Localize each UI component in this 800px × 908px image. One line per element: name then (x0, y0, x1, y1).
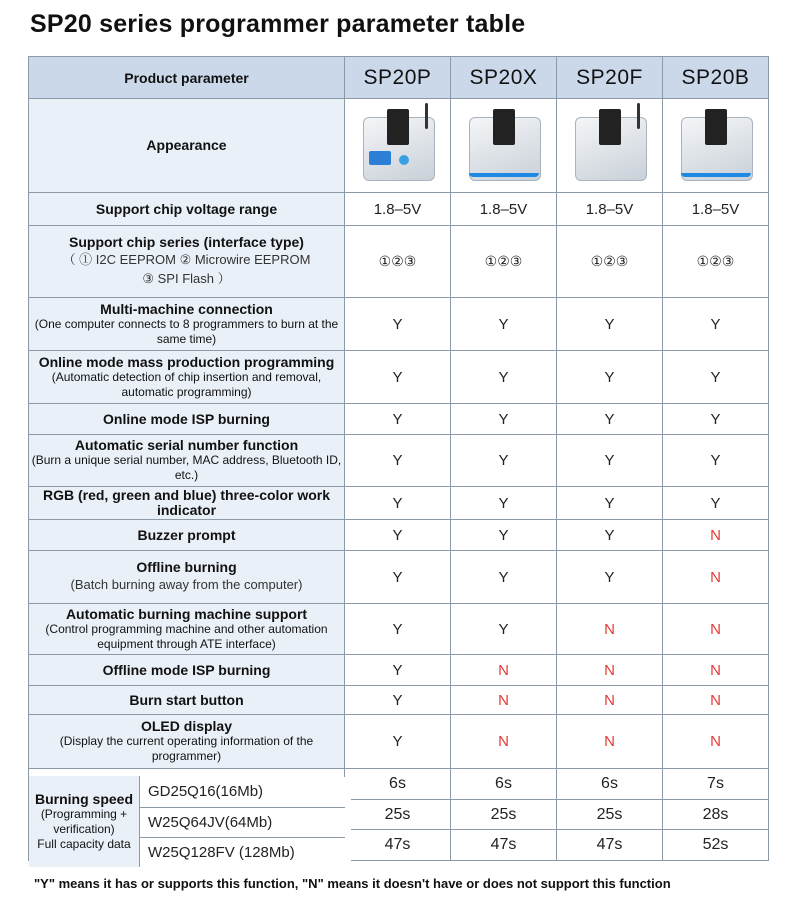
cell-value: 25s (557, 800, 663, 830)
cell-value: N (663, 655, 769, 686)
cell-value: 6s (451, 769, 557, 800)
cell-value: Y (345, 487, 451, 520)
appearance-sp20x (451, 99, 557, 193)
table-row (29, 404, 769, 435)
cell-value: Y (345, 655, 451, 686)
appearance-sp20f (557, 99, 663, 193)
cell-value: Y (451, 404, 557, 435)
cell-value: Y (663, 404, 769, 435)
cell-value: Y (663, 298, 769, 351)
cell-value: Y (345, 298, 451, 351)
cell-value: Y (451, 298, 557, 351)
cell-value: 25s (451, 800, 557, 830)
footer-note: "Y" means it has or supports this function, "N" means it doesn't have or does not support this function (34, 876, 671, 891)
speed-label-block (29, 776, 140, 867)
cell-value: N (663, 715, 769, 769)
cell-value: 6s (557, 769, 663, 800)
cell-value: N (663, 686, 769, 715)
programmer-image-sp20x (465, 103, 543, 183)
parameter-table (28, 56, 769, 861)
cell-value: Y (345, 404, 451, 435)
cell-value: Y (557, 298, 663, 351)
table-row (29, 435, 769, 487)
cell-value: 52s (663, 830, 769, 861)
speed-sub2: verification) (53, 821, 115, 836)
cell-value: Y (345, 551, 451, 604)
cell-value: Y (345, 715, 451, 769)
table-row (29, 226, 769, 298)
cell-value: Y (663, 351, 769, 404)
cell-value: 1.8–5V (663, 193, 769, 226)
cell-value: Y (557, 351, 663, 404)
cell-value: N (663, 604, 769, 655)
row-label: OLED display (Display the current operating information of the programmer) (29, 715, 345, 769)
cell-value: Y (557, 487, 663, 520)
cell-value: ①②③ (663, 226, 769, 298)
table-row (29, 551, 769, 604)
cell-value: 47s (451, 830, 557, 861)
cell-value: N (451, 715, 557, 769)
header-model-sp20f: SP20F (557, 57, 663, 99)
header-model-sp20b: SP20B (663, 57, 769, 99)
cell-value: ①②③ (557, 226, 663, 298)
cell-value: 47s (345, 830, 451, 861)
programmer-image-sp20b (677, 103, 755, 183)
row-label: Online mode ISP burning (29, 404, 345, 435)
header-param-label: Product parameter (29, 57, 345, 99)
cell-value: Y (451, 520, 557, 551)
programmer-image-sp20p (359, 103, 437, 183)
cell-value: ①②③ (345, 226, 451, 298)
table-row (29, 298, 769, 351)
programmer-image-sp20f (571, 103, 649, 183)
speed-sub1: (Programming + (40, 806, 128, 821)
table-row (29, 193, 769, 226)
table-row (29, 487, 769, 520)
row-label: Automatic serial number function (Burn a unique serial number, MAC address, Bluetooth ID, etc.) (29, 435, 345, 487)
chip-name: GD25Q16(16Mb) (140, 777, 351, 807)
cell-value: N (451, 655, 557, 686)
cell-value: N (557, 686, 663, 715)
appearance-sp20b (663, 99, 769, 193)
page-title: SP20 series programmer parameter table (30, 10, 526, 38)
cell-value: 1.8–5V (451, 193, 557, 226)
cell-value: Y (345, 520, 451, 551)
chip-name: W25Q128FV (128Mb) (140, 838, 351, 867)
row-label: Online mode mass production programming (Automatic detection of chip insertion and removal, automatic programming) (29, 351, 345, 404)
header-model-sp20p: SP20P (345, 57, 451, 99)
cell-value: 1.8–5V (557, 193, 663, 226)
table-row (29, 604, 769, 655)
row-label: RGB (red, green and blue) three-color work indicator (29, 487, 345, 520)
cell-value: N (663, 551, 769, 604)
appearance-sp20p (345, 99, 451, 193)
row-label: Buzzer prompt (29, 520, 345, 551)
table-row (29, 351, 769, 404)
row-label: Offline mode ISP burning (29, 655, 345, 686)
cell-value: 28s (663, 800, 769, 830)
table-row (29, 686, 769, 715)
chip-name: W25Q64JV(64Mb) (140, 808, 351, 837)
cell-value: ①②③ (451, 226, 557, 298)
speed-label: Burning speed (34, 790, 133, 807)
cell-value: N (451, 686, 557, 715)
cell-value: N (557, 715, 663, 769)
cell-value: Y (451, 435, 557, 487)
header-model-sp20x: SP20X (451, 57, 557, 99)
cell-value: 25s (345, 800, 451, 830)
cell-value: Y (345, 686, 451, 715)
cell-value: N (663, 520, 769, 551)
cell-value: Y (557, 520, 663, 551)
appearance-row (29, 99, 769, 193)
cell-value: Y (451, 551, 557, 604)
cell-value: Y (451, 604, 557, 655)
cell-value: Y (557, 435, 663, 487)
row-label: Offline burning (Batch burning away from the computer) (29, 551, 345, 604)
cell-value: 7s (663, 769, 769, 800)
cell-value: Y (451, 487, 557, 520)
speed-sub3: Full capacity data (37, 836, 131, 851)
cell-value: 1.8–5V (345, 193, 451, 226)
cell-value: Y (345, 435, 451, 487)
cell-value: N (557, 604, 663, 655)
cell-value: 6s (345, 769, 451, 800)
table-row (29, 520, 769, 551)
row-label: Automatic burning machine support (Control programming machine and other automation equipment through ATE interface) (29, 604, 345, 655)
cell-value: Y (345, 351, 451, 404)
appearance-label: Appearance (29, 99, 345, 193)
cell-value: Y (345, 604, 451, 655)
cell-value: Y (663, 487, 769, 520)
cell-value: Y (557, 551, 663, 604)
row-label: Burn start button (29, 686, 345, 715)
cell-value: Y (451, 351, 557, 404)
row-label: Support chip series (interface type) （ ① I2C EEPROM ② Microwire EEPROM ③ SPI Flash ） (29, 226, 345, 298)
cell-value: N (557, 655, 663, 686)
header-row (29, 57, 769, 99)
cell-value: Y (557, 404, 663, 435)
cell-value: 47s (557, 830, 663, 861)
row-label: Support chip voltage range (29, 193, 345, 226)
row-label: Multi-machine connection (One computer connects to 8 programmers to burn at the same time) (29, 298, 345, 351)
table-row (29, 655, 769, 686)
table-row (29, 715, 769, 769)
cell-value: Y (663, 435, 769, 487)
